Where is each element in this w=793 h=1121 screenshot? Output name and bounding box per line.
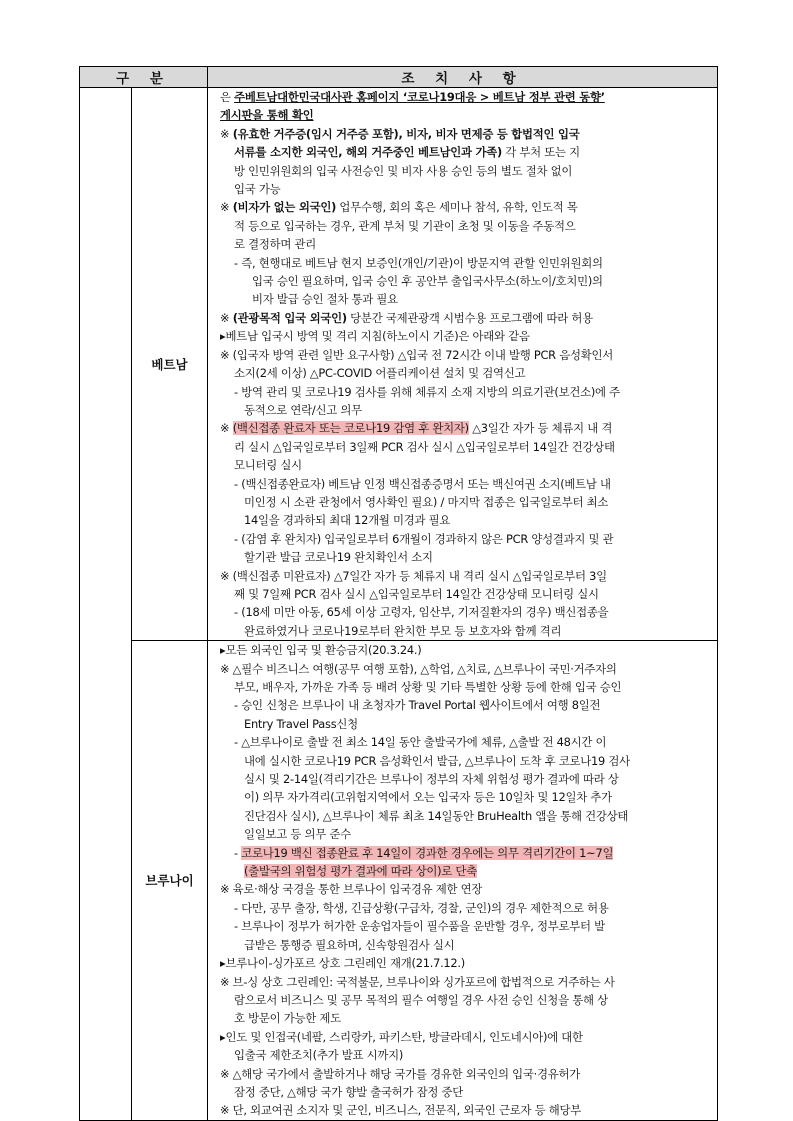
- line-text: 당분간 국제관광객 시범수용 프로그램에 따라 허용: [346, 310, 593, 325]
- document-sheet: [79, 66, 718, 1118]
- line-text: 방 인민위원회의 입국 사전승인 및 비자 사용 승인 등의 별도 절차 없이: [234, 163, 573, 178]
- highlighted-text: (출발국의 위험성 평가 결과에 따라 상이)로 단축: [244, 864, 477, 879]
- line-text: - 승인 신청은 브루나이 내 초청자가 Travel Portal 웹사이트에서 여행 8일전: [234, 698, 601, 713]
- line-text: △3일간 자가 등 체류지 내 격: [468, 421, 613, 436]
- line-text: 실시 및 2-14일(격리기간은 브루나이 정부의 자체 위험성 평가 결과에 따라 상: [244, 772, 619, 787]
- line-text: 입국 가능: [234, 182, 281, 197]
- text-line: [220, 733, 709, 751]
- bold-text: 게시판을 통해 확인: [220, 108, 314, 123]
- table-header-row: [80, 67, 718, 88]
- text-line: [220, 106, 709, 124]
- text-line: [220, 567, 709, 585]
- line-text: -: [234, 845, 242, 860]
- text-line: [220, 383, 709, 401]
- line-text: - (18세 미만 아동, 65세 이상 고령자, 임산부, 기저질환자의 경우) 백신접종을: [234, 605, 609, 620]
- line-text: 이) 의무 자가격리(고위험지역에서 오는 입국자 등은 10일차 및 12일차 추가: [244, 790, 612, 805]
- text-line: [220, 475, 709, 493]
- brunei-measures: [208, 641, 718, 1121]
- line-text: 호 방문이 가능한 제도: [234, 1011, 341, 1026]
- text-line: [220, 180, 709, 198]
- country-vietnam: 베트남: [132, 88, 208, 641]
- line-text: 은: [220, 90, 235, 104]
- text-line: [220, 696, 709, 714]
- text-line: [220, 585, 709, 603]
- line-text: 진단검사 실시), △브루나이 체류 최초 14일동안 BruHealth 앱을 통해 건강상태: [244, 808, 629, 823]
- line-text: ▸모든 외국인 입국 및 환승금지(20.3.24.): [220, 643, 422, 658]
- line-text: 미인정 시 소관 관청에서 영사확인 필요) / 마지막 접종은 입국일로부터 최소: [244, 494, 609, 509]
- line-text: ※ 육로·해상 국경을 통한 브루나이 입국경유 제한 연장: [220, 882, 483, 897]
- text-line: [220, 844, 709, 862]
- line-text: ※: [220, 421, 233, 436]
- header-category: 구 분: [80, 67, 208, 88]
- text-line: [220, 235, 709, 253]
- text-line: [220, 327, 709, 345]
- text-line: [220, 1083, 709, 1101]
- line-text: ▸인도 및 인접국(네팔, 스리랑카, 파키스탄, 방글라데시, 인도네시아)에 대한: [220, 1029, 583, 1044]
- text-line: [220, 162, 709, 180]
- bold-text: (유효한 거주증(임시 거주증 포함), 비자, 비자 면제증 등 합법적인 입국: [232, 126, 580, 141]
- text-line: [220, 715, 709, 733]
- text-line: [220, 346, 709, 364]
- text-line: [220, 678, 709, 696]
- text-line: [220, 603, 709, 621]
- line-text: 내에 실시한 코로나19 PCR 음성확인서 발급, △브루나이 도착 후 코로나19 검사: [244, 753, 630, 768]
- text-line: [220, 1009, 709, 1027]
- text-line: [220, 973, 709, 991]
- line-text: 로 결정하며 관리: [234, 237, 317, 252]
- line-text: 람으로서 비즈니스 및 공무 목적의 필수 여행일 경우 사전 승인 신청을 통해 상: [234, 992, 608, 1007]
- line-text: 리 실시 △입국일로부터 3일째 PCR 검사 실시 △입국일로부터 14일간 건강상태: [234, 439, 615, 454]
- text-line: [220, 364, 709, 382]
- line-text: ▸브루나이-싱가포르 상호 그린레인 재개(21.7.12.): [220, 956, 465, 971]
- highlighted-text: (백신접종 완료자 또는 코로나19 감염 후 완치자): [232, 421, 469, 436]
- region-cell: [80, 88, 132, 1121]
- line-text: ※ △해당 국가에서 출발하거나 해당 국가를 경유한 외국인의 입국·경유허가: [220, 1066, 581, 1081]
- line-text: - 즉, 현행대로 베트남 현지 보증인(개인/기관)이 방문지역 관할 인민위원회의: [234, 255, 603, 270]
- line-text: 동적으로 연락/신고 의무: [244, 402, 362, 417]
- text-line: [220, 1101, 709, 1119]
- text-line: [220, 807, 709, 825]
- text-line: [220, 438, 709, 456]
- country-brunei: 브루나이: [132, 641, 208, 1121]
- text-line: [220, 272, 709, 290]
- line-text: 입국 승인 필요하며, 입국 승인 후 공안부 출입국사무소(하노이/호치민)의: [252, 274, 603, 289]
- bold-text: 서류를 소지한 외국인, 해외 거주중인 베트남인과 가족): [234, 145, 502, 160]
- table-row-brunei: [80, 641, 718, 1121]
- text-line: [220, 899, 709, 917]
- line-text: - △브루나이로 출발 전 최소 14일 동안 출발국가에 체류, △출발 전 48시간 이: [234, 735, 607, 750]
- line-text: ※: [220, 200, 233, 215]
- text-line: [220, 511, 709, 529]
- text-line: [220, 125, 709, 143]
- line-text: ※ 브-싱 상호 그린레인: 국적불문, 브루나이와 싱가포르에 합법적으로 거주하는 사: [220, 974, 615, 989]
- text-line: [220, 788, 709, 806]
- line-text: ※ △필수 비즈니스 여행(공무 여행 포함), △학업, △치료, △브루나이 국민·거주자의: [220, 661, 617, 676]
- line-text: 할기관 발급 코로나19 완치확인서 소지: [244, 550, 433, 565]
- text-line: [220, 1046, 709, 1064]
- highlighted-text: 코로나19 백신 접종완료 후 14일이 경과한 경우에는 의무 격리기간이 1~7일: [241, 845, 614, 860]
- line-text: ▸베트남 입국시 방역 및 격리 지침(하노이시 기준)은 아래와 같음: [220, 329, 530, 344]
- bold-text: 주베트남대한민국대사관 홈페이지 ‘코로나19대응 > 베트남 정부 관련 동향’: [234, 90, 605, 104]
- line-text: ※ (입국자 방역 관련 일반 요구사항) △입국 전 72시간 이내 발행 PCR 음성확인서: [220, 347, 613, 362]
- measures-table: [79, 66, 718, 1121]
- line-text: 째 및 7일째 PCR 검사 실시 △입국일로부터 14일간 건강상태 모니터링 실시: [234, 586, 599, 601]
- line-text: ※ 단, 외교여권 소지자 및 군인, 비즈니스, 전문직, 외국인 근로자 등 해당부: [220, 1103, 581, 1118]
- text-line: [220, 752, 709, 770]
- text-line: [220, 880, 709, 898]
- text-line: [220, 217, 709, 235]
- bold-text: (비자가 없는 외국인): [232, 200, 337, 215]
- vietnam-measures: [208, 88, 718, 641]
- line-text: - (감염 후 완치자) 입국일로부터 6개월이 경과하지 않은 PCR 양성결과지 및 관: [234, 531, 614, 546]
- text-line: [220, 862, 709, 880]
- line-text: - 방역 관리 및 코로나19 검사를 위해 체류지 소재 지방의 의료기관(보건소)에 주: [234, 384, 620, 399]
- table-row-vietnam: [80, 88, 718, 641]
- line-text: Entry Travel Pass신청: [244, 716, 358, 731]
- line-text: 부모, 배우자, 가까운 가족 등 배려 상황 및 기타 특별한 상황 등에 한해 입국 승인: [234, 680, 622, 694]
- line-text: 급받은 통행증 필요하며, 신속항원검사 실시: [244, 937, 455, 952]
- text-line: [220, 1028, 709, 1046]
- text-line: [220, 493, 709, 511]
- text-line: [220, 456, 709, 474]
- text-line: [220, 1065, 709, 1083]
- text-line: [220, 770, 709, 788]
- line-text: - 브루나이 정부가 허가한 운송업자들이 필수품을 운반할 경우, 정부로부터 발: [234, 919, 605, 934]
- line-text: ※: [220, 126, 233, 141]
- bold-text: (관광목적 입국 외국인): [232, 310, 347, 325]
- text-line: [220, 936, 709, 954]
- text-line: [220, 254, 709, 272]
- text-line: [220, 290, 709, 308]
- text-line: [220, 991, 709, 1009]
- line-text: 업무수행, 회의 혹은 세미나 참석, 유학, 인도적 목: [336, 200, 578, 215]
- text-line: [220, 530, 709, 548]
- text-line: [220, 143, 709, 161]
- line-text: 입출국 제한조치(추가 발표 시까지): [234, 1048, 404, 1063]
- header-measures: 조 치 사 항: [208, 67, 718, 88]
- text-line: [220, 548, 709, 566]
- text-line: [220, 622, 709, 640]
- text-line: [220, 917, 709, 935]
- line-text: 잠정 중단, △해당 국가 향발 출국허가 잠정 중단: [234, 1084, 464, 1099]
- line-text: - (백신접종완료자) 베트남 인정 백신접종증명서 또는 백신여권 소지(베트남 내: [234, 476, 611, 491]
- line-text: 모니터링 실시: [234, 458, 302, 473]
- text-line: [220, 419, 709, 437]
- text-line: [220, 309, 709, 327]
- text-line: [220, 954, 709, 972]
- line-text: 일일보고 등 의무 준수: [244, 827, 351, 842]
- line-text: 14일을 경과하되 최대 12개월 미경과 필요: [244, 513, 451, 528]
- line-text: 적 등으로 입국하는 경우, 관계 부처 및 기관이 초청 및 이동을 주동적으: [234, 218, 576, 233]
- text-line: [220, 401, 709, 419]
- text-line: [220, 660, 709, 678]
- line-text: ※: [220, 310, 233, 325]
- line-text: - 다만, 공무 출장, 학생, 긴급상황(구급차, 경찰, 군인)의 경우 제한적으로 허용: [234, 900, 609, 915]
- text-line: [220, 88, 709, 106]
- line-text: 비자 발급 승인 절차 통과 필요: [252, 292, 398, 307]
- text-line: [220, 198, 709, 216]
- line-text: 완료하였거나 코로나19로부터 완치한 부모 등 보호자와 함께 격리: [244, 623, 562, 638]
- line-text: 소지(2세 이상) △PC-COVID 어플리케이션 설치 및 검역신고: [234, 366, 526, 381]
- line-text: 각 부처 또는 지: [501, 145, 580, 160]
- text-line: [220, 641, 709, 659]
- line-text: ※ (백신접종 미완료자) △7일간 자가 등 체류지 내 격리 실시 △입국일로부터 3일: [220, 568, 607, 583]
- text-line: [220, 825, 709, 843]
